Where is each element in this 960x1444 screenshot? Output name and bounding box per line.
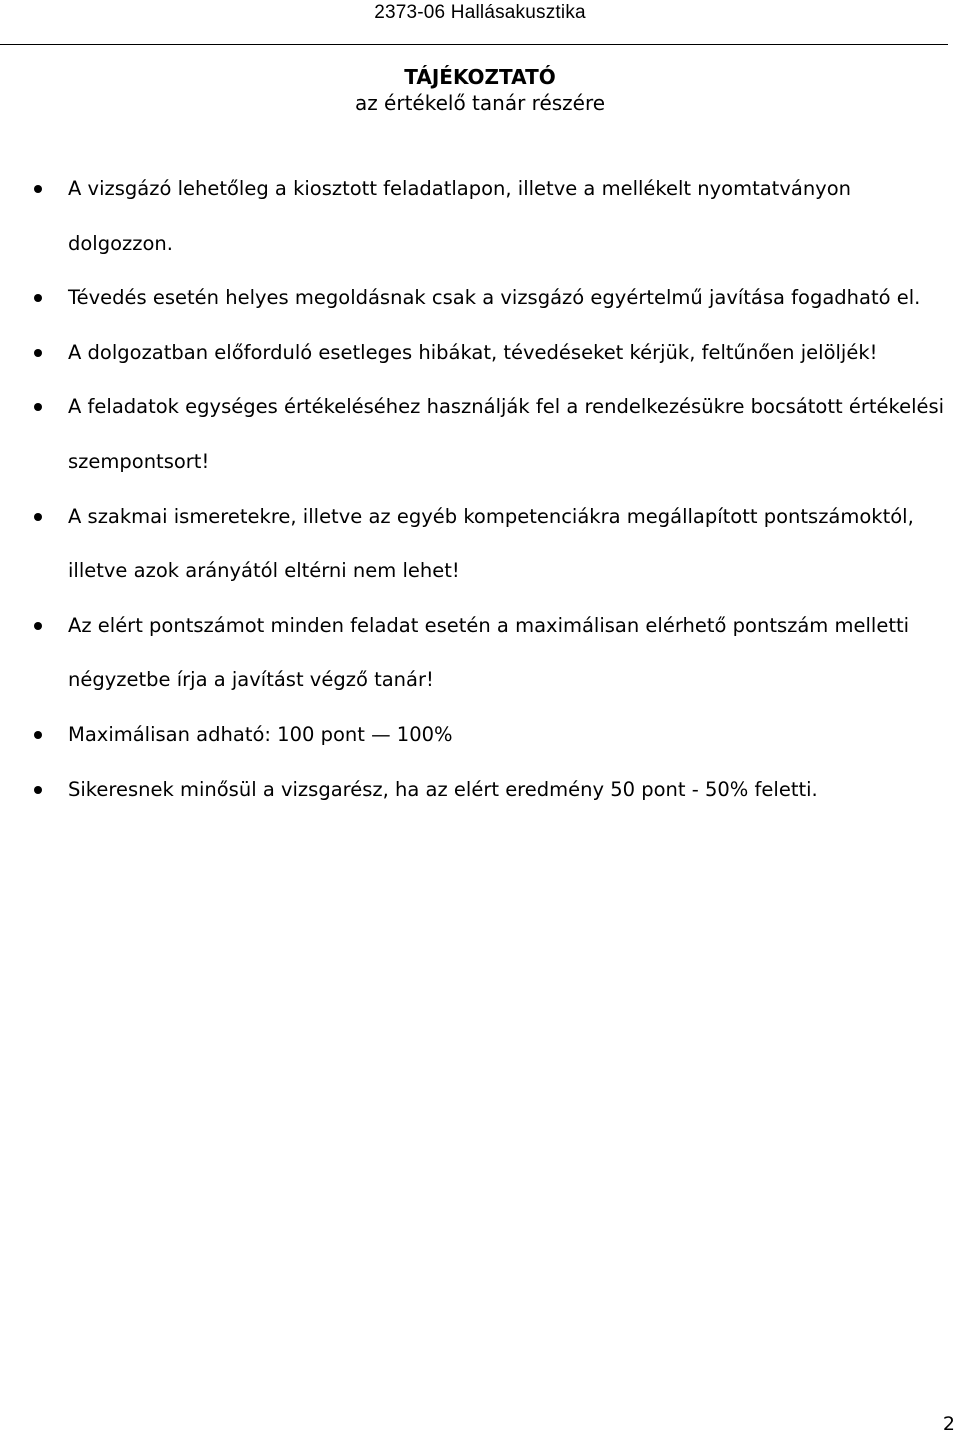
- bullet-icon: [34, 185, 42, 193]
- page-number: 2: [942, 1413, 955, 1435]
- instruction-list: [0, 162, 960, 817]
- instruction-text: A dolgozatban előforduló esetleges hibákat, tévedéseket kérjük, feltűnően jelöljék!: [68, 340, 878, 364]
- instruction-item: [0, 708, 960, 763]
- bullet-icon: [34, 403, 42, 411]
- document-subtitle: az értékelő tanár részére: [354, 91, 606, 115]
- instruction-item: [0, 490, 960, 599]
- instruction-text: A feladatok egységes értékeléséhez használják fel a rendelkezésükre bocsátott értékelési szempontsort!: [68, 395, 945, 473]
- bullet-icon: [34, 622, 42, 630]
- document-title: TÁJÉKOZTATÓ: [404, 65, 556, 89]
- instruction-text: Tévedés esetén helyes megoldásnak csak a vizsgázó egyértelmű javítása fogadható el.: [68, 286, 921, 310]
- instruction-text: Sikeresnek minősül a vizsgarész, ha az elért eredmény 50 pont - 50% feletti.: [68, 777, 818, 801]
- instruction-item: [0, 162, 960, 271]
- instruction-text: A vizsgázó lehetőleg a kiosztott feladatlapon, illetve a mellékelt nyomtatványon dolgozzon.: [68, 177, 852, 255]
- bullet-icon: [34, 294, 42, 302]
- header-divider: [0, 44, 948, 45]
- instruction-item: [0, 326, 960, 381]
- instruction-text: Az elért pontszámot minden feladat esetén a maximálisan elérhető pontszám melletti négyzetbe írja a javítást végző tanár!: [68, 613, 910, 692]
- running-header: [0, 0, 960, 46]
- bullet-icon: [34, 349, 42, 357]
- instruction-item: [0, 763, 960, 818]
- bullet-icon: [34, 513, 42, 521]
- running-header-title: 2373-06 Hallásakusztika: [374, 2, 586, 23]
- instruction-item: [0, 271, 960, 326]
- instruction-item: [0, 380, 960, 489]
- bullet-icon: [34, 786, 42, 794]
- bullet-icon: [34, 731, 42, 739]
- instruction-text: A szakmai ismeretekre, illetve az egyéb kompetenciákra megállapított pontszámoktól, illetve azok arányától eltérni nem lehet!: [68, 504, 914, 583]
- instruction-text: Maximálisan adható: 100 pont — 100%: [68, 722, 453, 746]
- title-block: [0, 64, 960, 116]
- instruction-item: [0, 599, 960, 708]
